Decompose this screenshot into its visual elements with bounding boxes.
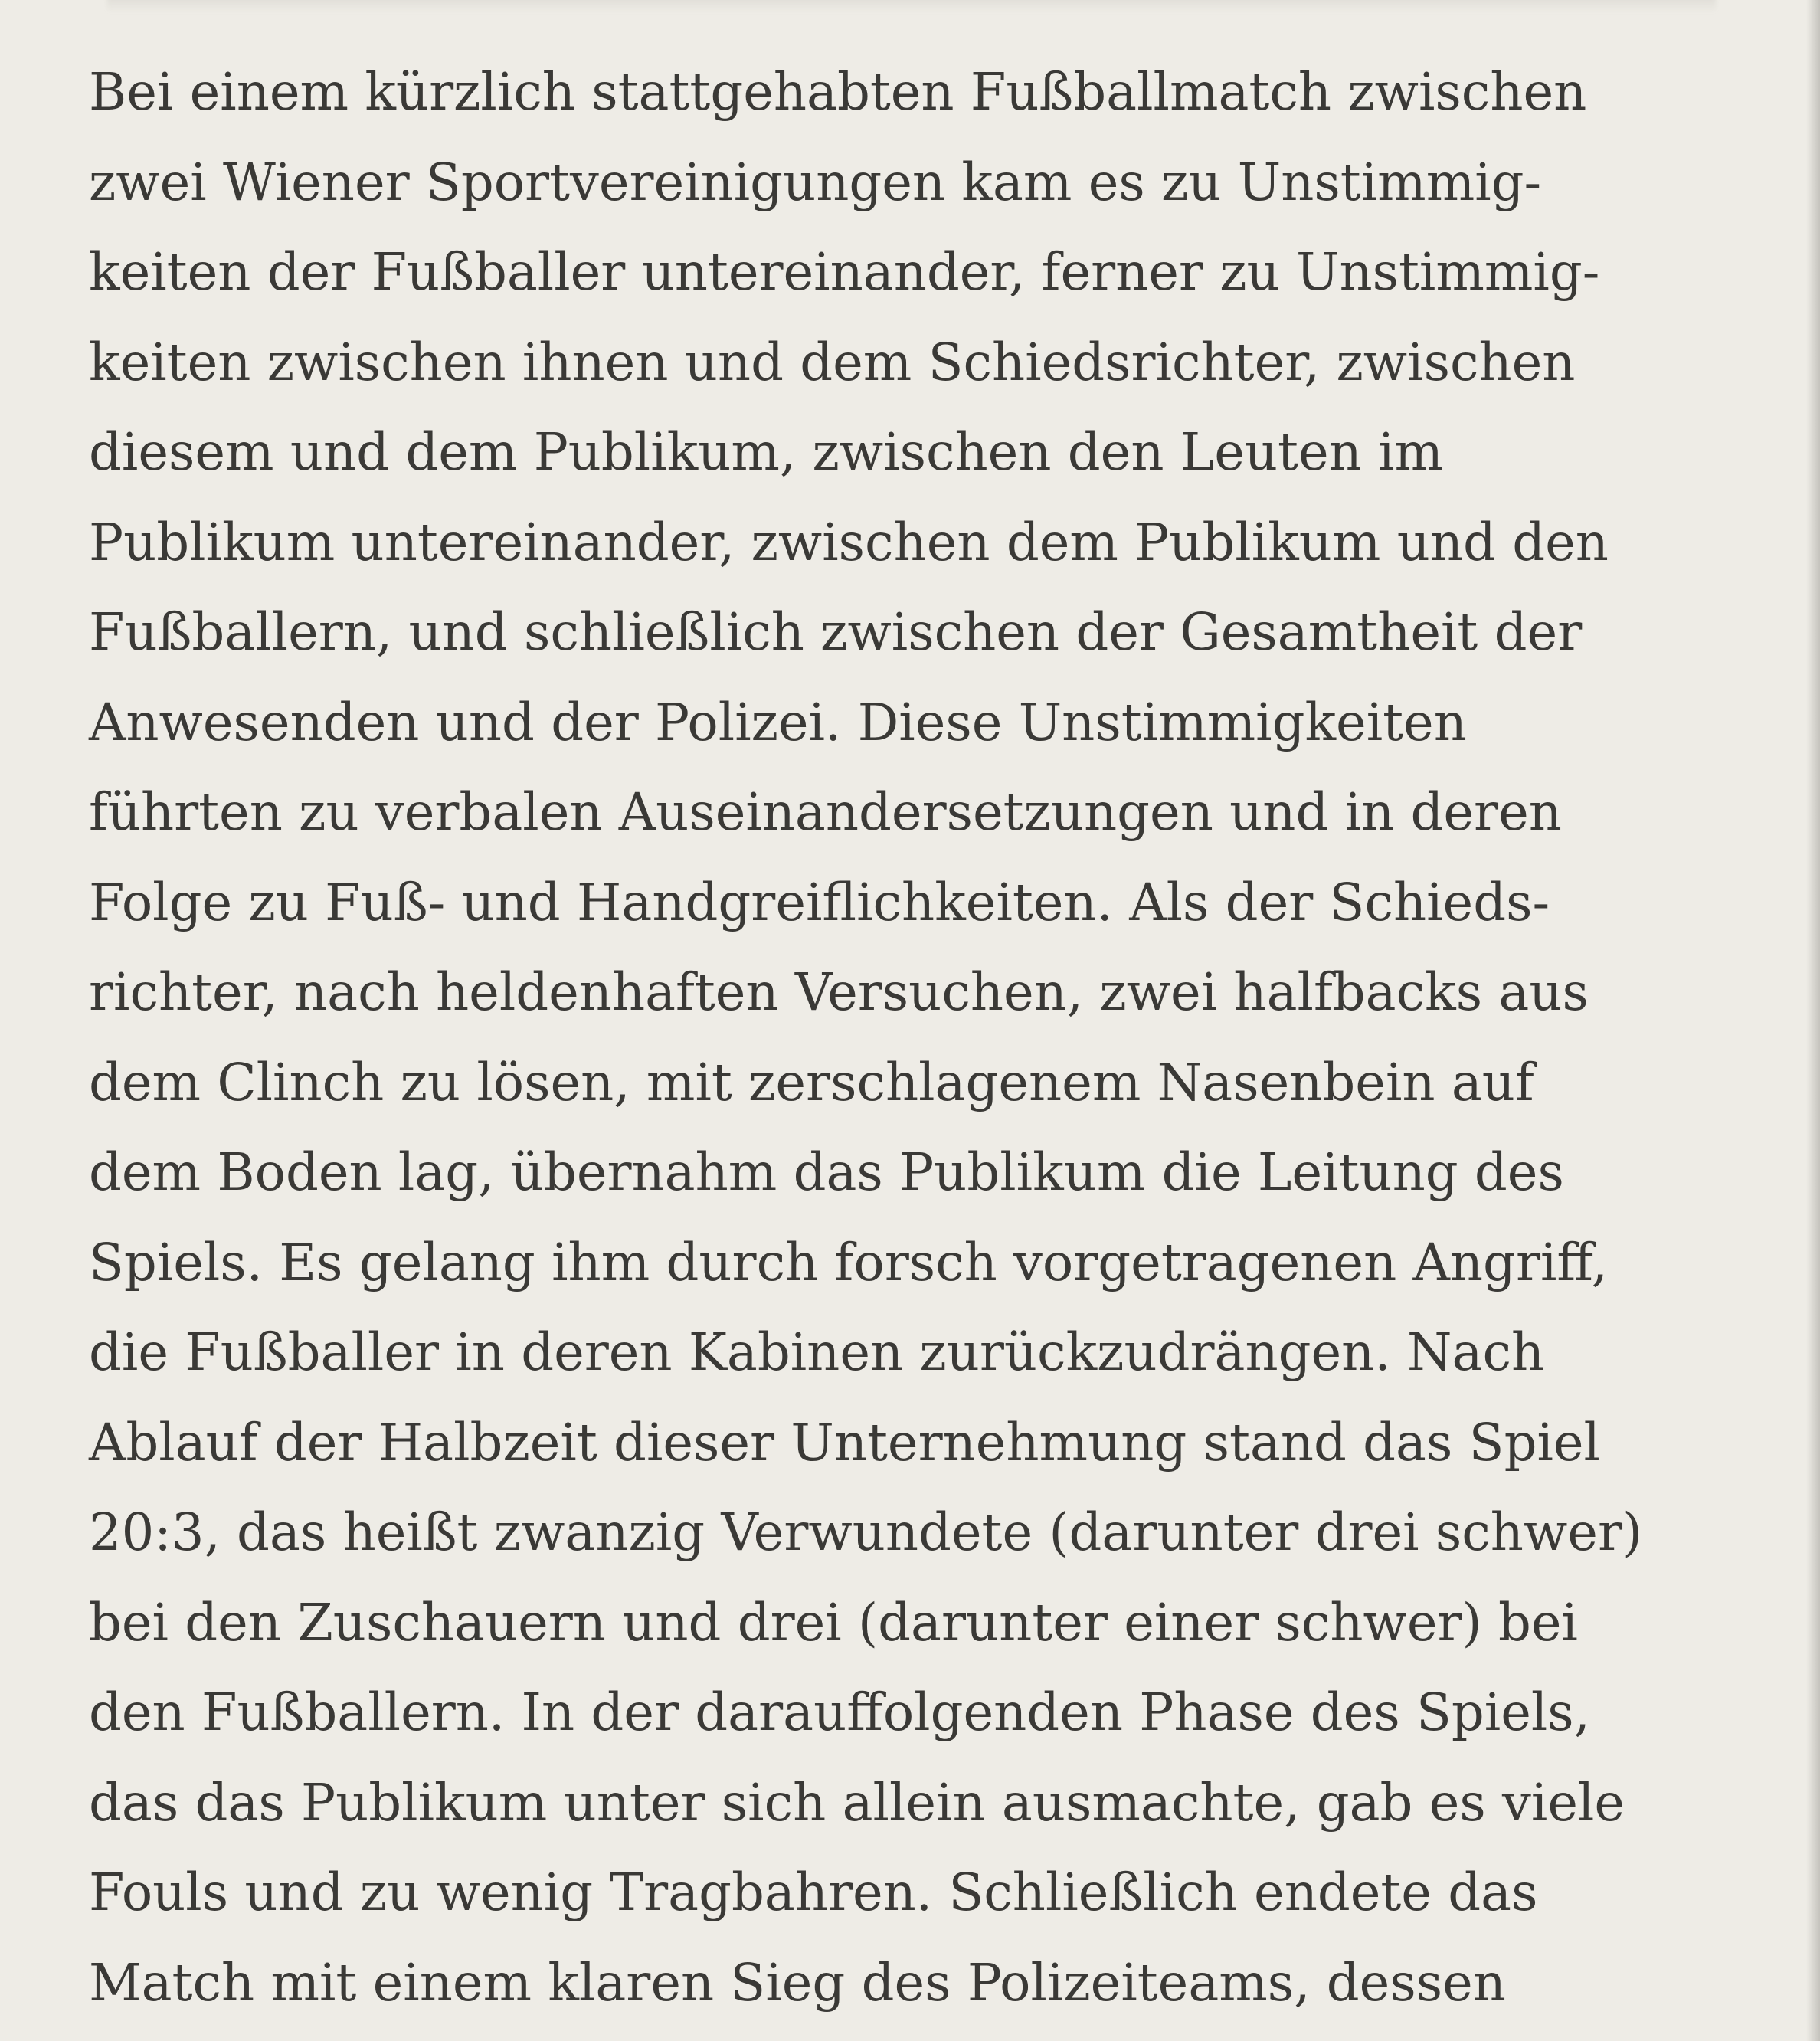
text-line-17: 20:3, das heißt zwanzig Verwundete (darunter drei schwer) xyxy=(89,1502,1643,1562)
text-line-21: Fouls und zu wenig Tragbahren. Schließlich endete das xyxy=(89,1862,1538,1922)
text-line-1: Bei einem kürzlich stattgehabten Fußballmatch zwischen xyxy=(89,62,1587,122)
text-line-13: dem Boden lag, übernahm das Publikum die Leitung des xyxy=(89,1142,1564,1202)
text-line-8: Anwesenden und der Polizei. Diese Unstimmigkeiten xyxy=(89,692,1467,752)
text-line-5: diesem und dem Publikum, zwischen den Leuten im xyxy=(89,422,1444,482)
text-line-12: dem Clinch zu lösen, mit zerschlagenem Nasenbein auf xyxy=(89,1052,1534,1112)
text-line-10: Folge zu Fuß- und Handgreiflichkeiten. Als der Schieds- xyxy=(89,872,1550,932)
text-line-19: den Fußballern. In der darauffolgenden Phase des Spiels, xyxy=(89,1682,1590,1742)
text-line-22: Match mit einem klaren Sieg des Polizeiteams, dessen xyxy=(89,1952,1506,2013)
previous-page-bleed-through xyxy=(107,0,1716,12)
text-line-11: richter, nach heldenhaften Versuchen, zwei halfbacks aus xyxy=(89,962,1589,1022)
text-line-4: keiten zwischen ihnen und dem Schiedsrichter, zwischen xyxy=(89,332,1576,392)
text-line-9: führten zu verbalen Auseinandersetzungen und in deren xyxy=(89,782,1562,842)
text-line-16: Ablauf der Halbzeit dieser Unternehmung stand das Spiel xyxy=(89,1412,1600,1473)
text-line-18: bei den Zuschauern und drei (darunter einer schwer) bei xyxy=(89,1592,1578,1653)
text-line-2: zwei Wiener Sportvereinigungen kam es zu Unstimmig- xyxy=(89,152,1542,212)
text-line-7: Fußballern, und schließlich zwischen der Gesamtheit der xyxy=(89,602,1583,662)
text-line-20: das das Publikum unter sich allein ausmachte, gab es viele xyxy=(89,1772,1625,1833)
body-text xyxy=(89,48,1805,2028)
text-line-3: keiten der Fußballer untereinander, ferner zu Unstimmig- xyxy=(89,242,1600,302)
page-edge-shadow xyxy=(1806,0,1820,2041)
text-line-14: Spiels. Es gelang ihm durch forsch vorgetragenen Angriff, xyxy=(89,1232,1608,1292)
text-line-15: die Fußballer in deren Kabinen zurückzudrängen. Nach xyxy=(89,1322,1545,1382)
text-line-6: Publikum untereinander, zwischen dem Publikum und den xyxy=(89,512,1609,572)
